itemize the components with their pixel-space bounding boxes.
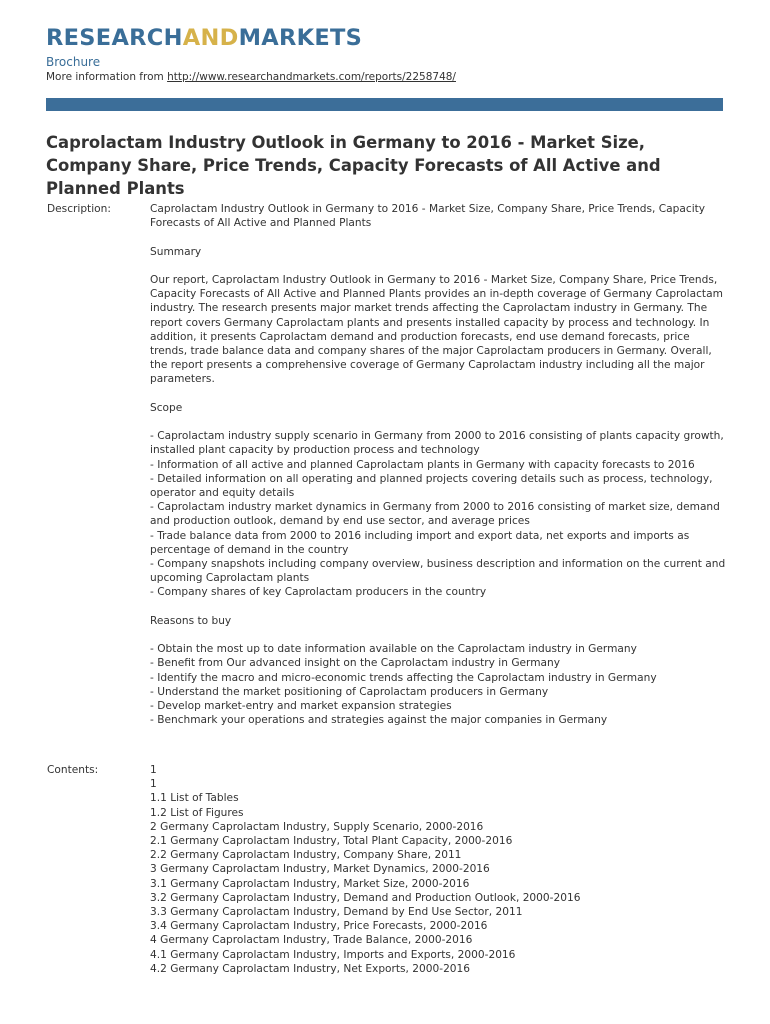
summary-text: Our report, Caprolactam Industry Outlook in Germany to 2016 - Market Size, Company Share, Price Trends, Capacity Forecasts of All Active and Planned Plants provides an in-depth coverage of Germany Caprolactam industry. The research presents major market trends affecting the Caprolactam industry in Germany. The report covers Germany Caprolactam plants and presents installed capacity by process and technology. In addition, it presents Caprolactam demand and production forecasts, end use demand forecasts, price trends, trade balance data and company shares of the major Caprolactam producers in Germany. Overall, the report presents a comprehensive coverage of Germany Caprolactam industry including all the major parameters. [150, 273, 723, 386]
contents-label: Contents: [47, 764, 99, 776]
contents-item: 2.2 Germany Caprolactam Industry, Company Share, 2011 [150, 849, 462, 862]
contents-item: 3.1 Germany Caprolactam Industry, Market Size, 2000-2016 [150, 877, 470, 890]
contents-item: 4.1 Germany Caprolactam Industry, Imports and Exports, 2000-2016 [150, 948, 516, 961]
description-block [150, 202, 730, 742]
contents-item: 1.2 List of Figures [150, 806, 244, 819]
report-url-link[interactable]: http://www.researchandmarkets.com/reports/2258748/ [167, 71, 456, 83]
scope-item: - Information of all active and planned Caprolactam plants in Germany with capacity forecasts to 2016 [150, 458, 695, 471]
contents-item: 1 [150, 778, 157, 791]
logo-markets: MARKETS [238, 25, 363, 51]
contents-item: 3.2 Germany Caprolactam Industry, Demand and Production Outlook, 2000-2016 [150, 891, 581, 904]
contents-item: 2 Germany Caprolactam Industry, Supply Scenario, 2000-2016 [150, 820, 484, 833]
description-label: Description: [47, 203, 111, 215]
contents-item: 1.1 List of Tables [150, 792, 239, 805]
scope-item: - Company shares of key Caprolactam producers in the country [150, 586, 487, 599]
reason-item: - Obtain the most up to date information available on the Caprolactam industry in Germany [150, 643, 637, 656]
reason-item: - Benchmark your operations and strategies against the major companies in Germany [150, 714, 608, 727]
scope-list [150, 429, 730, 599]
contents-item: 3.4 Germany Caprolactam Industry, Price Forecasts, 2000-2016 [150, 920, 488, 933]
logo-research: RESEARCH [46, 25, 183, 51]
more-info-line [46, 70, 456, 84]
page-title: Caprolactam Industry Outlook in Germany to 2016 - Market Size, Company Share, Price Trends, Capacity Forecasts of All Active and Planned Plants [46, 133, 661, 198]
contents-item: 3.3 Germany Caprolactam Industry, Demand by End Use Sector, 2011 [150, 906, 523, 919]
contents-item: 4.2 Germany Caprolactam Industry, Net Exports, 2000-2016 [150, 962, 471, 975]
more-info-prefix: More information from [46, 71, 168, 83]
contents-item: 2.1 Germany Caprolactam Industry, Total Plant Capacity, 2000-2016 [150, 835, 513, 848]
reason-item: - Understand the market positioning of Caprolactam producers in Germany [150, 685, 549, 698]
contents-item: 1 [150, 764, 157, 776]
contents-item: 3 Germany Caprolactam Industry, Market Dynamics, 2000-2016 [150, 863, 490, 876]
contents-list [150, 763, 730, 976]
scope-item: - Detailed information on all operating and planned projects covering details such as process, technology, operator and equity details [150, 472, 713, 499]
header-divider-bar [46, 98, 723, 111]
description-intro: Caprolactam Industry Outlook in Germany to 2016 - Market Size, Company Share, Price Trends, Capacity Forecasts of All Active and Planned Plants [150, 203, 706, 230]
summary-heading: Summary [150, 245, 202, 258]
brand-logo [46, 26, 362, 50]
reason-item: - Identify the macro and micro-economic trends affecting the Caprolactam industry in Germany [150, 671, 657, 684]
reasons-list [150, 642, 730, 727]
scope-item: - Caprolactam industry supply scenario in Germany from 2000 to 2016 consisting of plants capacity growth, installed plant capacity by production process and technology [150, 430, 724, 457]
brochure-label: Brochure [46, 55, 101, 69]
scope-heading: Scope [150, 401, 183, 414]
reasons-heading: Reasons to buy [150, 614, 232, 627]
scope-item: - Trade balance data from 2000 to 2016 including import and export data, net exports and imports as percentage of demand in the country [150, 529, 690, 556]
contents-item: 4 Germany Caprolactam Industry, Trade Balance, 2000-2016 [150, 934, 473, 947]
scope-item: - Caprolactam industry market dynamics in Germany from 2000 to 2016 consisting of market size, demand and production outlook, demand by end use sector, and average prices [150, 501, 720, 528]
reason-item: - Benefit from Our advanced insight on the Caprolactam industry in Germany [150, 657, 561, 670]
logo-and: AND [182, 25, 239, 51]
scope-item: - Company snapshots including company overview, business description and information on the current and upcoming Caprolactam plants [150, 558, 726, 585]
reason-item: - Develop market-entry and market expansion strategies [150, 700, 452, 713]
